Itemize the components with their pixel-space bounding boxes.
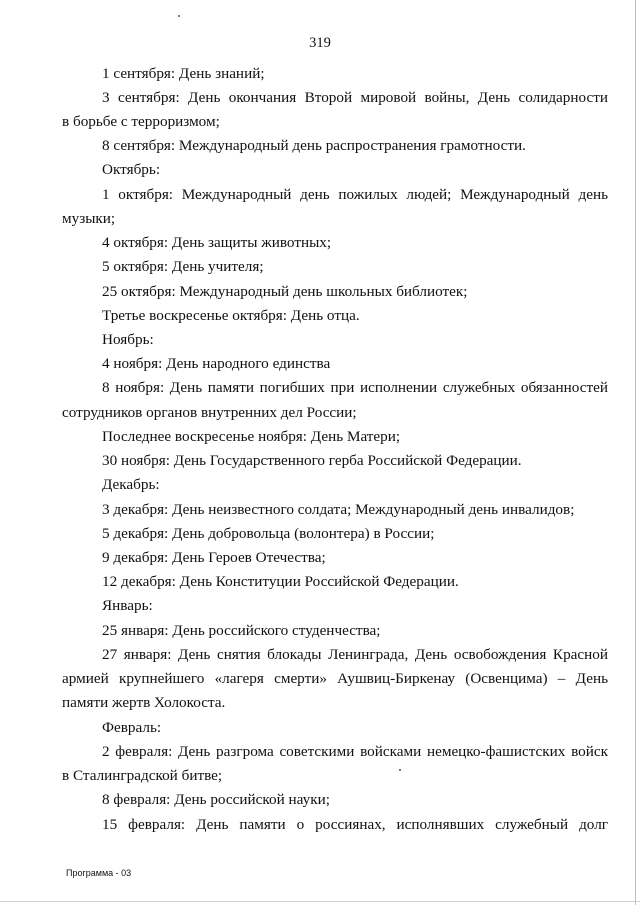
text-line: 3 сентября: День окончания Второй мировой войны, День солидарности xyxy=(102,89,608,106)
text-line: Третье воскресенье октября: День отца. xyxy=(102,307,360,324)
text-line: 25 октября: Международный день школьных библиотек; xyxy=(102,283,468,300)
footer-label: Программа - 03 xyxy=(66,868,132,878)
text-line: 9 декабря: День Героев Отечества; xyxy=(102,549,326,566)
text-line: в борьбе с терроризмом; xyxy=(62,113,220,130)
text-line: 4 октября: День защиты животных; xyxy=(102,234,332,251)
text-line: 4 ноября: День народного единства xyxy=(102,355,331,372)
scan-speck xyxy=(178,15,180,17)
section-heading: Февраль: xyxy=(102,719,162,736)
text-line: 25 января: День российского студенчества; xyxy=(102,622,381,639)
text-line: 30 ноября: День Государственного герба Российской Федерации. xyxy=(102,452,522,469)
text-line: армией крупнейшего «лагеря смерти» Аушвиц-Биркенау (Освенцима) – День xyxy=(62,670,608,687)
scan-edge-right xyxy=(635,0,636,905)
text-line: 27 января: День снятия блокады Ленинграда, День освобождения Красной xyxy=(102,646,608,663)
text-line: Последнее воскресенье ноября: День Матери; xyxy=(102,428,401,445)
text-line: 1 сентября: День знаний; xyxy=(102,65,265,82)
text-line: памяти жертв Холокоста. xyxy=(62,694,226,711)
text-line: 2 февраля: День разгрома советскими войсками немецко-фашистских войск xyxy=(102,743,608,760)
text-line: 8 февраля: День российской науки; xyxy=(102,791,330,808)
page-number: 319 xyxy=(309,35,331,51)
section-heading: Декабрь: xyxy=(102,476,160,493)
text-line: 5 декабря: День добровольца (волонтера) в России; xyxy=(102,525,435,542)
text-line: 12 декабря: День Конституции Российской Федерации. xyxy=(102,573,459,590)
text-line: 3 декабря: День неизвестного солдата; Международный день инвалидов; xyxy=(102,501,575,518)
scan-edge-bottom xyxy=(0,901,640,902)
text-line: музыки; xyxy=(62,210,116,227)
section-heading: Ноябрь: xyxy=(102,331,154,348)
section-heading: Октябрь: xyxy=(102,161,161,178)
text-line: сотрудников органов внутренних дел России; xyxy=(62,404,357,421)
text-line: 8 сентября: Международный день распространения грамотности. xyxy=(102,137,526,154)
text-line: 15 февраля: День памяти о россиянах, исполнявших служебный долг xyxy=(102,816,608,833)
text-line: 8 ноября: День памяти погибших при исполнении служебных обязанностей xyxy=(102,379,608,396)
text-line: в Сталинградской битве; xyxy=(62,767,223,784)
text-line: 5 октября: День учителя; xyxy=(102,258,264,275)
section-heading: Январь: xyxy=(102,597,153,614)
text-line: 1 октября: Международный день пожилых людей; Международный день xyxy=(102,186,608,203)
